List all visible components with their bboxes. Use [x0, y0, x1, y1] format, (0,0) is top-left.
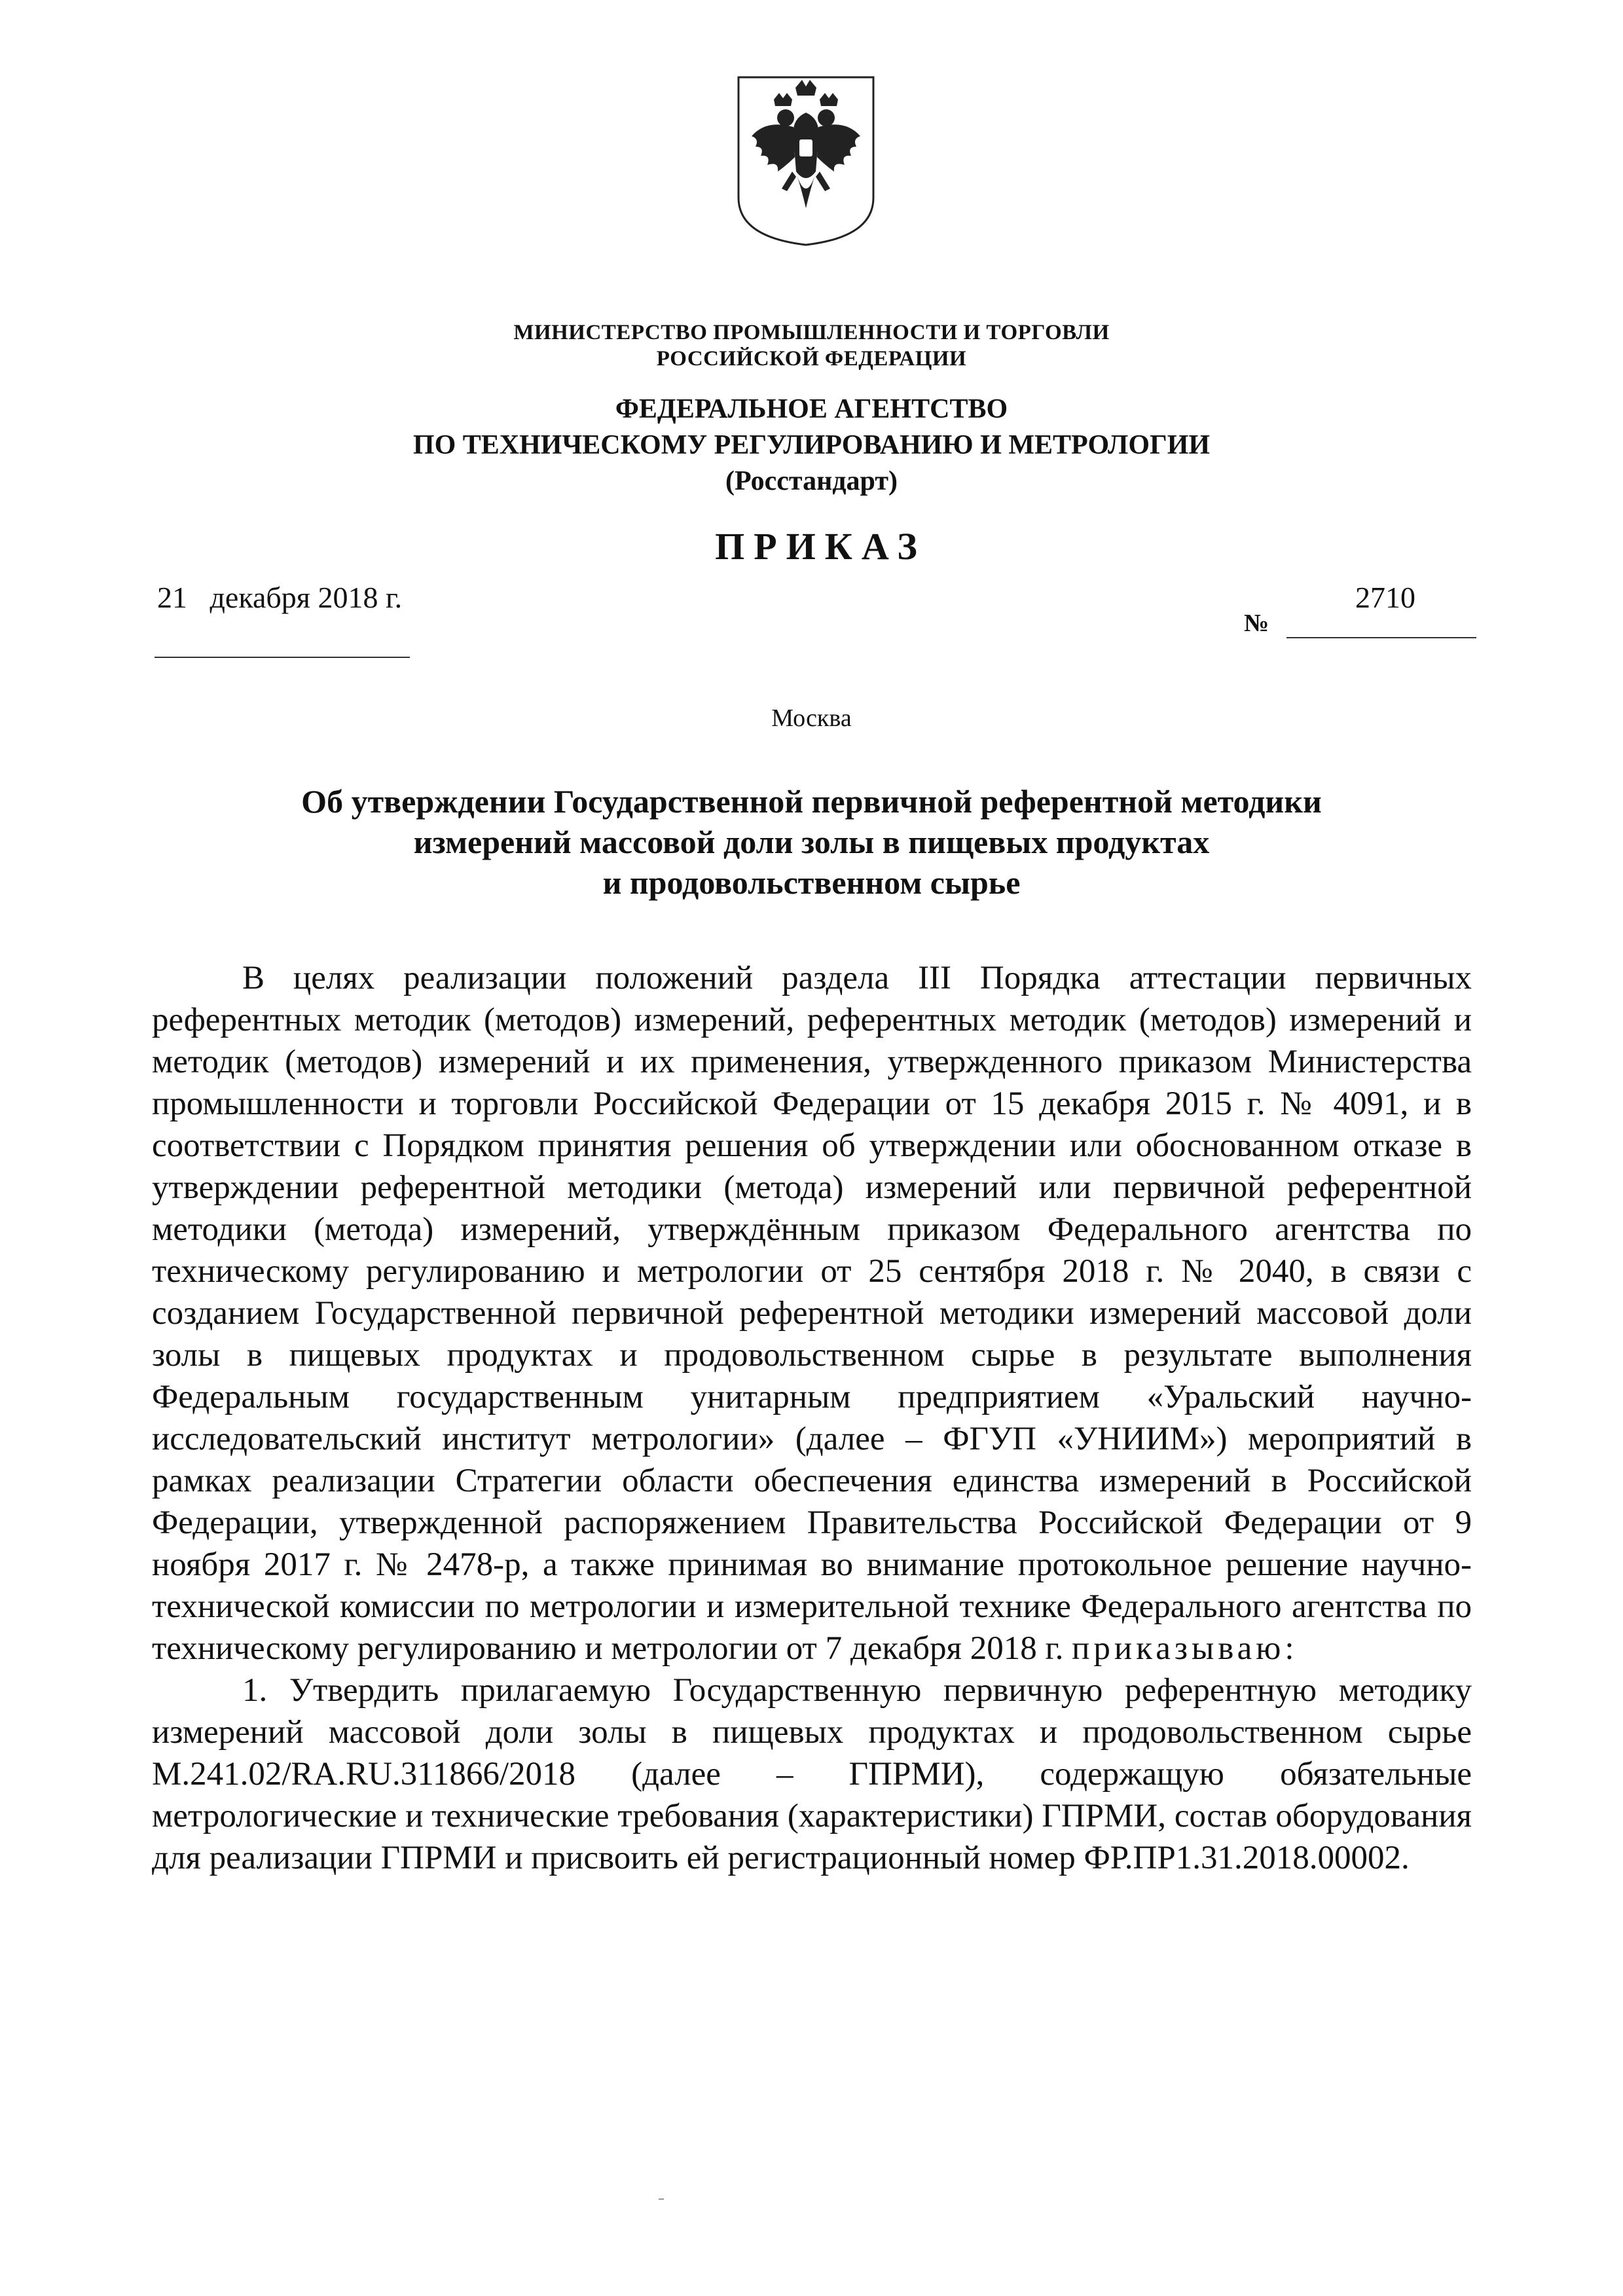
order-title: ПРИКАЗ: [715, 525, 926, 568]
heading-line-2: измерений массовой доли золы в пищевых продуктах: [413, 824, 1210, 860]
order-date: 21 декабря 2018 г.: [157, 581, 403, 614]
coat-of-arms-icon: [733, 73, 879, 250]
agency-name: [0, 392, 1623, 500]
agency-line-1: ФЕДЕРАЛЬНОЕ АГЕНТСТВО: [615, 394, 1008, 424]
order-number: 2710: [1355, 581, 1415, 614]
ministry-line-2: РОССИЙСКОЙ ФЕДЕРАЦИИ: [656, 347, 967, 371]
date-underline: [155, 657, 410, 658]
ministry-line-1: МИНИСТЕРСТВО ПРОМЫШЛЕННОСТИ И ТОРГОВЛИ: [513, 321, 1110, 344]
order-word: приказываю:: [1072, 1630, 1298, 1667]
agency-line-2: ПО ТЕХНИЧЕСКОМУ РЕГУЛИРОВАНИЮ И МЕТРОЛОГИИ: [412, 430, 1211, 460]
ministry-name: [0, 319, 1623, 372]
heading-line-3: и продовольственном сырье: [602, 864, 1021, 901]
order-city: Москва: [771, 704, 852, 732]
number-sign: №: [1244, 610, 1269, 637]
document-body: [152, 957, 1472, 1879]
page-mark: [659, 2198, 664, 2200]
number-underline: [1286, 637, 1476, 638]
document-heading: [0, 781, 1623, 903]
heading-line-1: Об утверждении Государственной первичной референтной методики: [301, 783, 1322, 820]
paragraph-item-1: 1. Утвердить прилагаемую Государственную первичную референтную методику измерений массовой доли золы в пищевых продуктах и продовольственном сырье М.241.02/RA.RU.311866/2018 (далее – ГПРМИ), содержащую обязательные метрологические и технические требования (характеристики) ГПРМИ, состав оборудования для реализации ГПРМИ и присвоить ей регистрационный номер ФР.ПР1.31.2018.00002.: [152, 1672, 1472, 1876]
agency-line-3: (Росстандарт): [725, 466, 898, 496]
paragraph-preamble: [152, 957, 1472, 1669]
preamble-text: В целях реализации положений раздела III Порядка аттестации первичных референтных методик (методов) измерений, референтных методик (методов) измерений и методик (методов) измерений и их применения, утвержденного приказом Министерства промышленности и торговли Российской Федерации от 15 декабря 2015 г. № 4091, и в соответствии с Порядком принятия решения об утверждении или обоснованном отказе в утверждении референтной методики (метода) измерений или первичной референтной методики (метода) измерений, утверждённым приказом Федерального агентства по техническому регулированию и метрологии от 25 сентября 2018 г. № 2040, в связи с созданием Государственной первичной референтной методики измерений массовой доли золы в пищевых продуктах и продовольственном сырье в результате выполнения Федеральным государственным унитарным предприятием «Уральский научно-исследовательский институт метрологии» (далее – ФГУП «УНИИМ») мероприятий в рамках реализации Стратегии области обеспечения единства измерений в Российской Федерации, утвержденной распоряжением Правительства Российской Федерации от 9 ноября 2017 г. № 2478-р, а также принимая во внимание протокольное решение научно-технической комиссии по метрологии и измерительной технике Федерального агентства по техническому регулированию и метрологии от 7 декабря 2018 г.: [152, 960, 1472, 1667]
